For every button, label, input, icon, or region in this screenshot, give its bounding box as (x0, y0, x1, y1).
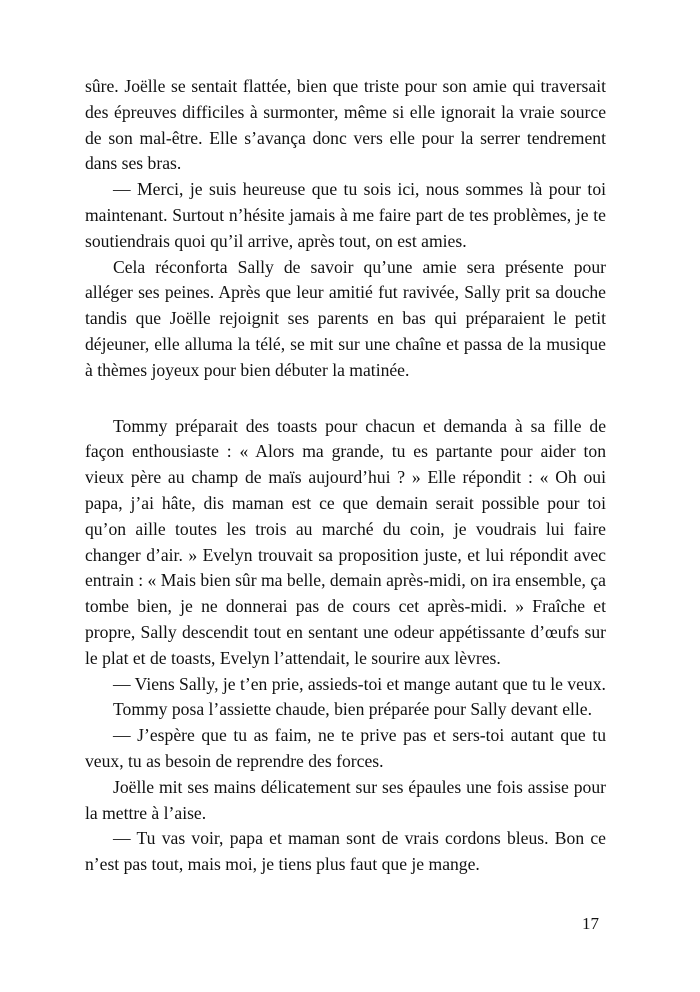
paragraph-7: — J’espère que tu as faim, ne te prive pas et sers-toi autant que tu veux, tu as besoin de reprendre des forces. (85, 725, 606, 771)
paragraph-2: — Merci, je suis heureuse que tu sois ici, nous sommes là pour toi maintenant. Surtout n’hésite jamais à me faire part de tes problèmes, je te soutiendrais quoi qu’il arrive, après tout, on est amies. (85, 179, 606, 251)
paragraph-6: Tommy posa l’assiette chaude, bien préparée pour Sally devant elle. (113, 699, 593, 720)
paragraph-8: Joëlle mit ses mains délicatement sur ses épaules une fois assise pour la mettre à l’aise. (85, 776, 606, 823)
paragraph-5: — Viens Sally, je t’en prie, assieds-toi et mange autant que tu le veux. (113, 673, 606, 694)
paragraph-3: Cela réconforta Sally de savoir qu’une amie sera présente pour alléger ses peines. Après que leur amitié fut ravivée, Sally prit sa douche tandis que Joëlle rejoignit ses parents en bas qui préparaient le petit déjeuner, elle alluma la télé, se mit sur une chaîne et passa de la musique à thèmes joyeux pour bien débuter la matinée. (85, 256, 606, 380)
section-break (85, 384, 606, 414)
page-body (85, 74, 606, 878)
page-number: 17 (582, 914, 599, 933)
paragraph-9: — Tu vas voir, papa et maman sont de vrais cordons bleus. Bon ce n’est pas tout, mais moi, je tiens plus faut que je mange. (85, 828, 606, 875)
paragraph-4: Tommy préparait des toasts pour chacun et demanda à sa fille de façon enthousiaste : « Alors ma grande, tu es partante pour aider ton vieux père au champ de maïs aujourd’hui ? » Elle répondit : « Oh oui papa, j’ai hâte, dis maman est ce que demain serait possible pour toi qu’on aille toutes les trois au marché du coin, je voudrais lui faire changer d’air. » Evelyn trouvait sa proposition juste, et lui répondit avec entrain : « Mais bien sûr ma belle, demain après-midi, on ira ensemble, ça tombe bien, je ne donnerai pas de cours cet après-midi. » Fraîche et propre, Sally descendit tout en sentant une odeur appétissante d’œufs sur le plat et de toasts, Evelyn l’attendait, le sourire aux lèvres. (85, 415, 606, 668)
paragraph-1: sûre. Joëlle se sentait flattée, bien que triste pour son amie qui traversait des épreuves difficiles à surmonter, même si elle ignorait la vraie source de son mal-être. Elle s’avança donc vers elle pour la serrer tendrement dans ses bras. (85, 76, 606, 174)
